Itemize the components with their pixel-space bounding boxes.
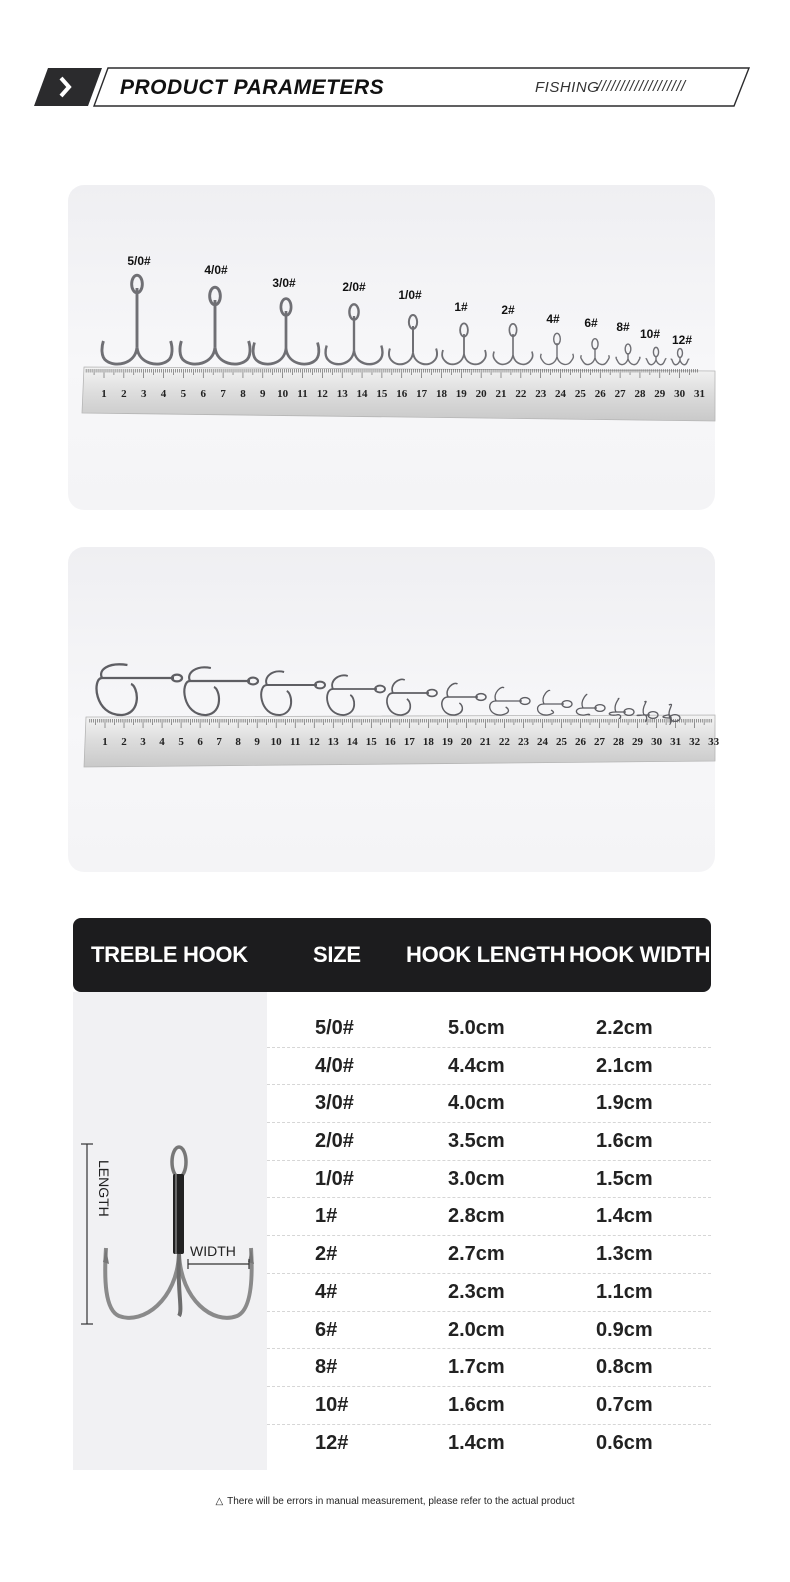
- ruler-number: 10: [270, 736, 282, 748]
- hook-front: [541, 333, 574, 364]
- ruler-number: 24: [536, 736, 548, 748]
- ruler-number: 4: [159, 736, 165, 748]
- ruler-number: 6: [197, 736, 203, 748]
- size-cell: 2/0#: [315, 1130, 354, 1153]
- hook-size-label: 6#: [584, 316, 598, 330]
- section-header: [34, 68, 754, 108]
- length-cell: 1.7cm: [448, 1356, 505, 1379]
- table-row: [267, 1010, 711, 1048]
- hooks-front-photo: [68, 185, 715, 510]
- hook-side: [490, 687, 530, 715]
- width-cell: 2.1cm: [596, 1054, 653, 1077]
- ruler-number: 3: [140, 736, 146, 748]
- header-treble-hook: TREBLE HOOK: [91, 942, 248, 967]
- width-cell: 2.2cm: [596, 1017, 653, 1039]
- ruler-number: 30: [651, 736, 663, 748]
- table-row: [267, 1236, 711, 1274]
- table-row: [267, 1161, 711, 1199]
- ruler-number: 33: [708, 736, 720, 748]
- width-cell: 1.5cm: [596, 1167, 653, 1190]
- hook-front: [442, 323, 486, 364]
- ruler-number: 21: [495, 388, 507, 400]
- ruler-number: 2: [121, 736, 127, 748]
- length-cell: 4.4cm: [448, 1054, 505, 1077]
- ruler-number: 26: [594, 388, 606, 400]
- width-cell: 0.6cm: [596, 1431, 653, 1454]
- ruler-number: 14: [346, 736, 358, 748]
- hook-front: [493, 324, 532, 365]
- hook-size-label: 12#: [671, 333, 693, 347]
- length-cell: 2.8cm: [448, 1205, 505, 1228]
- hook-front: [253, 299, 319, 364]
- length-cell: 4.0cm: [448, 1092, 505, 1115]
- hook-front: [581, 339, 609, 365]
- note-text: There will be errors in manual measurement, please refer to the actual product: [227, 1496, 575, 1507]
- ruler-number: 12: [308, 736, 320, 748]
- size-cell: 3/0#: [315, 1092, 354, 1115]
- table-row: [267, 1198, 711, 1236]
- size-table: [267, 1010, 711, 1462]
- hook-side: [97, 664, 182, 715]
- ruler-number: 26: [575, 736, 586, 748]
- ruler-number: 9: [260, 388, 266, 400]
- hook-front: [389, 315, 437, 364]
- ruler-number: 23: [517, 736, 529, 748]
- hook-front: [646, 347, 666, 364]
- table-row: [267, 1085, 711, 1123]
- ruler-number: 4: [160, 388, 167, 400]
- ruler-number: 31: [670, 736, 682, 748]
- table-row: [267, 1274, 711, 1312]
- ruler-number: 8: [235, 736, 241, 748]
- length-cell: 1.4cm: [448, 1431, 505, 1454]
- header-hook-width: HOOK WIDTH: [569, 942, 711, 967]
- table-header: [73, 918, 711, 992]
- ruler-number: 8: [240, 388, 246, 400]
- ruler-number: 27: [614, 388, 626, 400]
- size-cell: 10#: [315, 1393, 349, 1416]
- hook-size-label: 1/0#: [398, 288, 422, 302]
- width-cell: 1.3cm: [596, 1243, 653, 1266]
- ruler-number: 28: [613, 736, 625, 748]
- hook-size-label: 2#: [501, 303, 515, 317]
- hook-size-label: 4#: [546, 312, 560, 326]
- hook-side: [538, 690, 572, 715]
- table-row: [267, 1387, 711, 1425]
- ruler-number: 32: [689, 736, 701, 748]
- ruler-number: 22: [515, 388, 527, 400]
- size-cell: 2#: [315, 1243, 338, 1266]
- hook-size-label: 2/0#: [342, 280, 366, 294]
- measurement-note: [0, 1496, 790, 1507]
- table-row: [267, 1425, 711, 1463]
- length-cell: 2.7cm: [448, 1243, 505, 1266]
- ruler-number: 11: [297, 388, 308, 400]
- ruler-number: 11: [289, 736, 301, 748]
- hook-front: [102, 275, 172, 364]
- length-cell: 3.5cm: [448, 1130, 505, 1153]
- size-cell: 8#: [315, 1356, 338, 1379]
- hook-size-label: 8#: [616, 320, 630, 334]
- size-cell: 12#: [315, 1431, 349, 1454]
- hook-front: [671, 349, 689, 365]
- ruler-number: 16: [384, 736, 396, 748]
- hook-side: [184, 667, 258, 715]
- length-cell: 2.3cm: [448, 1280, 505, 1303]
- ruler-number: 31: [694, 388, 705, 400]
- warning-triangle-icon: △: [215, 1496, 224, 1507]
- ruler-number: 13: [327, 736, 339, 748]
- hook-side: [442, 683, 486, 715]
- ruler-number: 16: [396, 388, 408, 400]
- length-cell: 1.6cm: [448, 1393, 505, 1416]
- hook-size-label: 3/0#: [272, 276, 296, 290]
- hook-front: [616, 344, 640, 365]
- ruler-number: 7: [216, 736, 222, 748]
- ruler-number: 25: [574, 388, 586, 400]
- ruler-number: 1: [102, 736, 108, 748]
- ruler-number: 28: [634, 388, 646, 400]
- size-cell: 6#: [315, 1318, 338, 1341]
- length-cell: 2.0cm: [448, 1318, 505, 1341]
- ruler-number: 13: [336, 388, 348, 400]
- treble-hook-diagram: [73, 1130, 267, 1340]
- ruler-number: 23: [535, 388, 547, 400]
- ruler-number: 5: [178, 736, 184, 748]
- ruler-number: 9: [254, 736, 260, 748]
- ruler-number: 1: [101, 388, 107, 400]
- ruler-number: 6: [200, 388, 206, 400]
- hook-size-label: 1#: [454, 300, 468, 314]
- table-row: [267, 1123, 711, 1161]
- ruler-number: 21: [479, 736, 491, 748]
- length-cell: 5.0cm: [448, 1017, 505, 1039]
- ruler-number: 5: [180, 388, 187, 400]
- header-size: SIZE: [313, 942, 361, 967]
- length-cell: 3.0cm: [448, 1167, 505, 1190]
- size-cell: 4#: [315, 1280, 338, 1303]
- ruler-number: 18: [422, 736, 434, 748]
- width-cell: 1.1cm: [596, 1280, 653, 1303]
- size-cell: 4/0#: [315, 1054, 354, 1077]
- ruler-number: 12: [316, 388, 328, 400]
- ruler-number: 22: [498, 736, 510, 748]
- table-row: [267, 1048, 711, 1086]
- size-cell: 5/0#: [315, 1017, 354, 1039]
- ruler-number: 17: [416, 388, 428, 400]
- ruler-number: 18: [435, 388, 447, 400]
- hook-size-label: 5/0#: [127, 254, 151, 268]
- hook-side: [327, 675, 385, 715]
- width-cell: 1.6cm: [596, 1130, 653, 1153]
- ruler-number: 24: [555, 388, 567, 400]
- width-cell: 1.4cm: [596, 1205, 653, 1228]
- width-cell: 1.9cm: [596, 1092, 653, 1115]
- ruler-number: 14: [356, 388, 368, 400]
- hook-size-label: 4/0#: [204, 263, 228, 277]
- hook-size-label: 10#: [639, 327, 661, 341]
- ruler-number: 17: [403, 736, 415, 748]
- hook-side: [387, 679, 437, 715]
- hook-side: [576, 694, 605, 715]
- ruler-number: 30: [674, 388, 686, 400]
- ruler-number: 3: [140, 388, 147, 400]
- size-cell: 1#: [315, 1205, 338, 1228]
- length-label: LENGTH: [96, 1160, 112, 1217]
- table-row: [267, 1349, 711, 1387]
- hooks-side-illustration: [68, 547, 720, 872]
- header-hook-length: HOOK LENGTH: [406, 942, 566, 967]
- table-row: [267, 1312, 711, 1350]
- ruler-number: 20: [475, 388, 487, 400]
- decorative-hatch: ///////////////////: [597, 78, 686, 95]
- hooks-front-illustration: [68, 185, 715, 510]
- ruler-number: 10: [277, 388, 289, 400]
- page-title: PRODUCT PARAMETERS: [120, 76, 385, 99]
- ruler-number: 29: [632, 736, 644, 748]
- width-cell: 0.7cm: [596, 1393, 653, 1416]
- ruler-number: 15: [376, 388, 388, 400]
- category-tag: FISHING: [535, 79, 600, 96]
- hook-side: [261, 671, 325, 715]
- hook-front: [326, 304, 383, 364]
- size-cell: 1/0#: [315, 1167, 354, 1190]
- ruler-number: 7: [220, 388, 226, 400]
- hooks-side-photo: [68, 547, 720, 872]
- width-cell: 0.9cm: [596, 1318, 653, 1341]
- width-label: WIDTH: [190, 1243, 236, 1259]
- ruler-number: 27: [594, 736, 606, 748]
- hook-front: [180, 287, 250, 364]
- ruler-number: 25: [555, 736, 567, 748]
- ruler-number: 29: [654, 388, 666, 400]
- ruler-number: 2: [121, 388, 127, 400]
- ruler-number: 15: [365, 736, 377, 748]
- ruler-number: 19: [441, 736, 453, 748]
- ruler-number: 20: [460, 736, 472, 748]
- ruler-number: 19: [455, 388, 467, 400]
- width-cell: 0.8cm: [596, 1356, 653, 1379]
